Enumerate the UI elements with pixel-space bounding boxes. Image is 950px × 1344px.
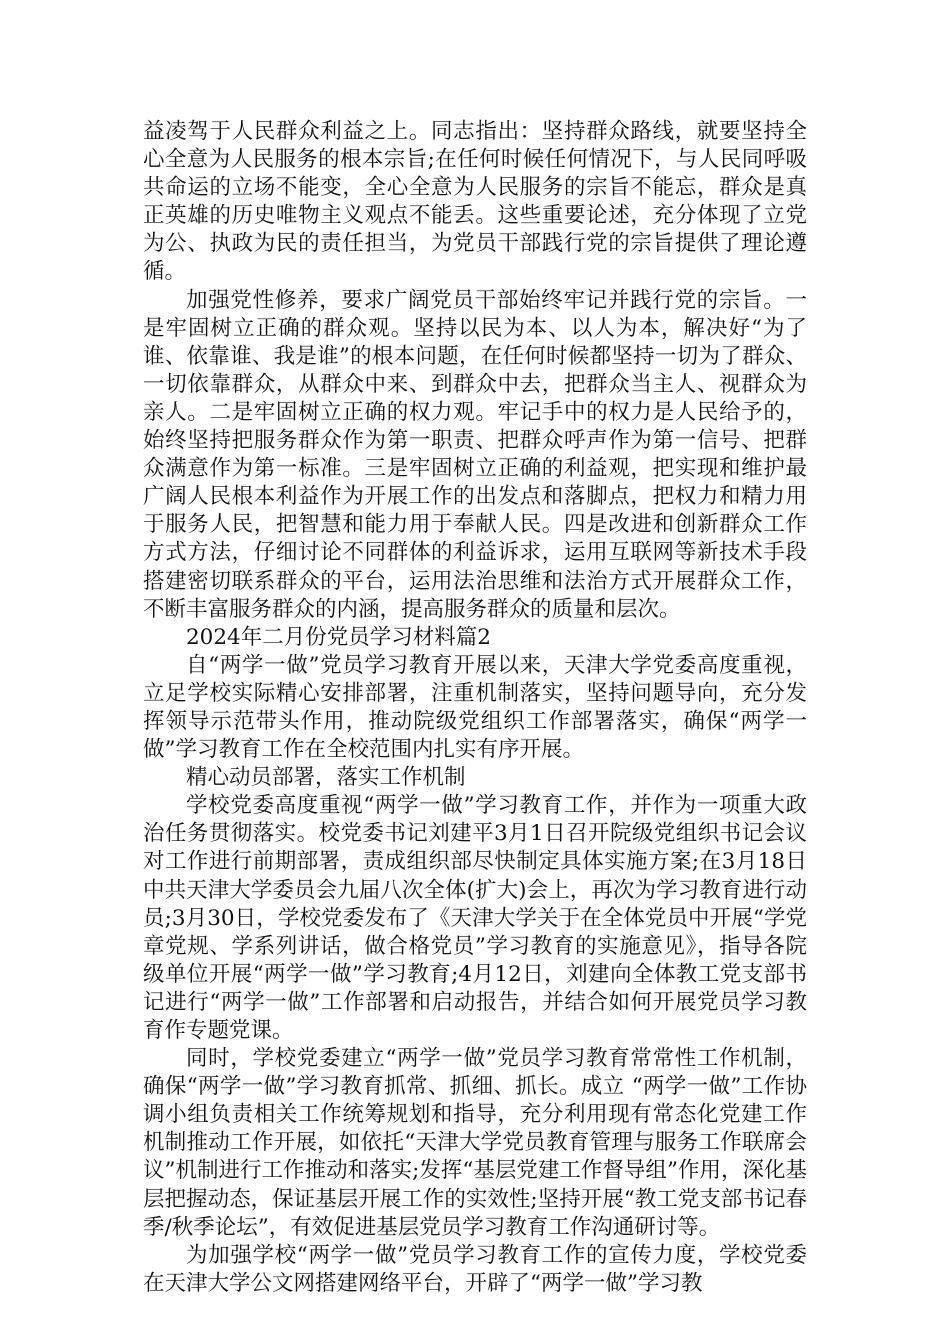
paragraph-party-spirit: 加强党性修养，要求广阔党员干部始终牢记并践行党的宗旨。一是牢固树立正确的群众观。坚持以民为本、以人为本，解决好“为了谁、依靠谁、我是谁”的根本问题，在任何时候都坚持一切为了群众、一切依靠群众，从群众中来、到群众中去，把群众当主人、视群众为亲人。二是牢固树立正确的权力观。牢记手中的权力是人民给予的，始终坚持把服务群众作为第一职责、把群众呼声作为第一信号、把群众满意作为第一标准。三是牢固树立正确的利益观，把实现和维护最广阔人民根本利益作为开展工作的出发点和落脚点，把权力和精力用于服务人民，把智慧和能力用于奉献人民。四是改进和创新群众工作方式方法，仔细讨论不同群体的利益诉求，运用互联网等新技术手段搭建密切联系群众的平台，运用法治思维和法治方式开展群众工作，不断丰富服务群众的内涵，提高服务群众的质量和层次。 bbox=[143, 287, 807, 622]
paragraph-deployment: 学校党委高度重视“两学一做”学习教育工作，并作为一项重大政治任务贯彻落实。校党委书记刘建平3月1日召开院级党组织书记会议对工作进行前期部署，责成组织部尽快制定具体实施方案;在3月18日中共天津大学委员会九届八次全体(扩大)会上，再次为学习教育进行动员;3月30日，学校党委发布了《天津大学关于在全体党员中开展“学党章党规、学系列讲话，做合格党员”学习教育的实施意见》，指导各院级单位开展“两学一做”学习教育;4月12日，刘建向全体教工党支部书记进行“两学一做”工作部署和启动报告，并结合如何开展党员学习教育作专题党课。 bbox=[143, 793, 807, 1043]
paragraph-mechanism: 同时，学校党委建立“两学一做”党员学习教育常常性工作机制，确保“两学一做”学习教育抓常、抓细、抓长。成立 “两学一做”工作协调小组负责相关工作统筹规划和指导，充分利用现有常态化党建工作机制推动工作开展，如依托“天津大学党员教育管理与服务工作联席会议”机制进行工作推动和落实;发挥“基层党建工作督导组”作用，深化基层把握动态，保证基层开展工作的实效性;坚持开展“教工党支部书记春季/秋季论坛”，有效促进基层党员学习教育工作沟通研讨等。 bbox=[143, 1046, 807, 1240]
document-page bbox=[143, 118, 807, 1298]
paragraph-intro: 自“两学一做”党员学习教育开展以来，天津大学党委高度重视，立足学校实际精心安排部署，注重机制落实，坚持问题导向，充分发挥领导示范带头作用，推动院级党组织工作部署落实，确保“两学一做”学习教育工作在全校范围内扎实有序开展。 bbox=[143, 652, 807, 763]
section-heading-part-2: 2024年二月份党员学习材料篇2 bbox=[186, 624, 491, 650]
paragraph-publicity: 为加强学校“两学一做”党员学习教育工作的宣传力度，学校党委在天津大学公文网搭建网络平台，开辟了“两学一做”学习教 bbox=[143, 1242, 807, 1296]
paragraph-continuation: 益凌驾于人民群众利益之上。同志指出：坚持群众路线，就要坚持全心全意为人民服务的根本宗旨;在任何时候任何情况下，与人民同呼吸共命运的立场不能变，全心全意为人民服务的宗旨不能忘，群众是真正英雄的历史唯物主义观点不能丢。这些重要论述，充分体现了立党为公、执政为民的责任担当，为党员干部践行党的宗旨提供了理论遵循。 bbox=[143, 119, 807, 285]
subheading-mobilization: 精心动员部署，落实工作机制 bbox=[186, 765, 466, 791]
